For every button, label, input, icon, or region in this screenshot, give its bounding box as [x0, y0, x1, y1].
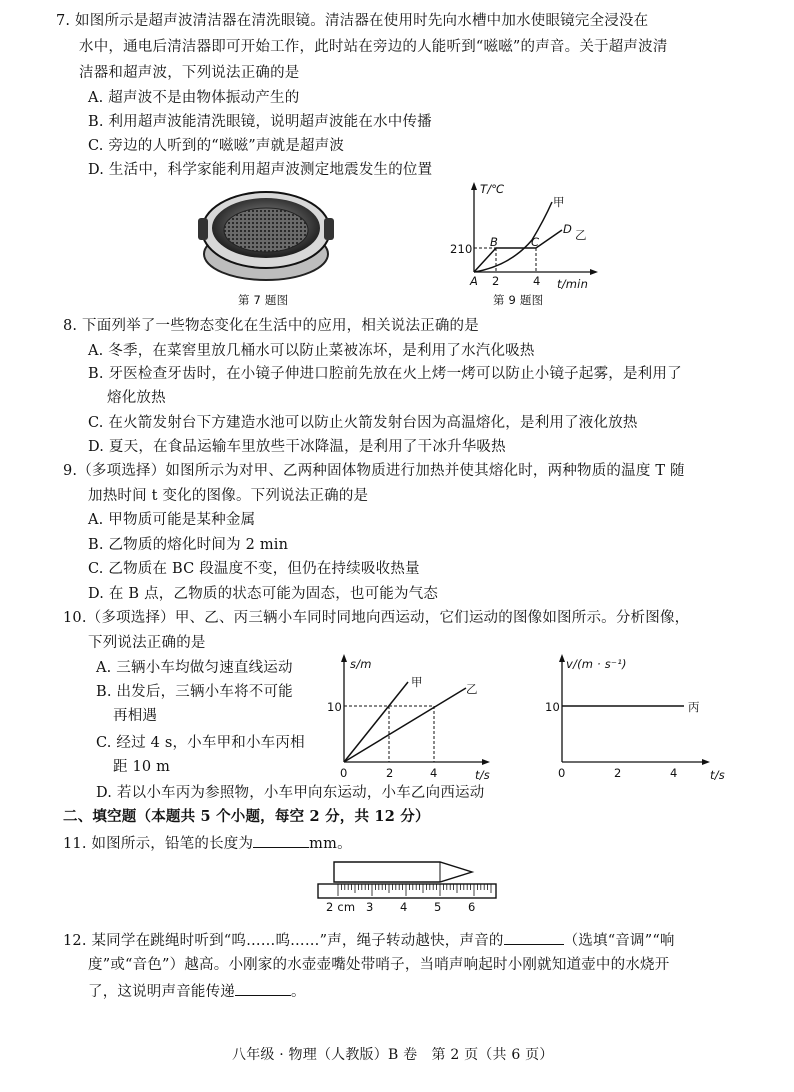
q9-option-b: B. 乙物质的熔化时间为 2 min	[88, 537, 289, 553]
st-y-label: s/m	[350, 657, 372, 671]
q12-line3-prefix: 了，这说明声音能传递	[88, 984, 235, 1000]
q12-line3-suffix: 。	[291, 984, 306, 1000]
q9-stem-line-1: 9.（多项选择）如图所示为对甲、乙两种固体物质进行加热并使其熔化时，两种物质的温度 T 随	[63, 463, 685, 479]
ruler-tick-label-5: 5	[434, 900, 442, 914]
st-x-tick-2: 2	[386, 766, 394, 780]
q8-option-b: B. 牙医检查牙齿时，在小镜子伸进口腔前先放在火上烤一烤可以防止小镜子起雾，是利用了	[88, 366, 682, 382]
ruler-tick-label-6: 6	[468, 900, 476, 914]
fig9-x-tick-2: 2	[492, 274, 500, 288]
q10-option-b: B. 出发后，三辆小车将不可能	[96, 684, 293, 700]
st-series-yi: 乙	[466, 682, 478, 696]
q10-option-d: D. 若以小车丙为参照物，小车甲向东运动，小车乙向西运动	[96, 785, 485, 801]
q10-option-c-cont: 距 10 m	[113, 759, 171, 775]
fig9-curve-label-jia: 甲	[553, 195, 565, 209]
vt-x-tick-2: 2	[614, 766, 622, 780]
curve-yi	[474, 230, 562, 272]
st-x-tick-4: 4	[430, 766, 438, 780]
st-x-label: t/s	[475, 768, 490, 782]
q8-option-c: C. 在火箭发射台下方建造水池可以防止火箭发射台因为高温熔化，是利用了液化放热	[88, 415, 638, 431]
st-y-tick-10: 10	[327, 700, 343, 714]
q7-stem-line-2: 水中，通电后清洁器即可开始工作，此时站在旁边的人能听到“嗞嗞”的声音。关于超声波清	[79, 39, 668, 55]
q10-stem-line-2: 下列说法正确的是	[88, 635, 206, 651]
vt-x-tick-0: 0	[558, 766, 566, 780]
q12-line1-suffix: （选填“音调”“响	[563, 933, 675, 949]
q7-stem-line-3: 洁器和超声波，下列说法正确的是	[79, 65, 300, 81]
fig9-point-d: D	[563, 222, 573, 236]
q12-line-3	[88, 981, 306, 1001]
st-x-tick-0: 0	[340, 766, 348, 780]
q7-stem-line-1: 7. 如图所示是超声波清洁器在清洗眼镜。清洁器在使用时先向水槽中加水使眼镜完全浸没在	[56, 13, 649, 29]
q9-option-c: C. 乙物质在 BC 段温度不变，但仍在持续吸收热量	[88, 561, 420, 577]
q11-line	[63, 833, 352, 853]
line-jia	[344, 682, 408, 762]
q12-line-1	[63, 930, 675, 950]
q10-stem-line-1: 10.（多项选择）甲、乙、丙三辆小车同时同地向西运动，它们运动的图像如图所示。分析图像，	[63, 610, 690, 626]
curve-jia	[474, 202, 552, 272]
vt-x-tick-4: 4	[670, 766, 678, 780]
ruler-tick-label-3: 3	[366, 900, 374, 914]
q12-blank-1[interactable]	[504, 930, 564, 945]
q8-option-d: D. 夏天，在食品运输车里放些干冰降温，是利用了干冰升华吸热	[88, 439, 506, 455]
q12-line-2: 度”或“音色”）越高。小刚家的水壶壶嘴处带哨子，当哨声响起时小刚就知道壶中的水烧开	[88, 957, 670, 973]
vt-series-bing: 丙	[688, 700, 700, 714]
fig9-point-b: B	[490, 235, 499, 249]
ruler-tick-label-4: 4	[400, 900, 408, 914]
page-footer: 八年级 · 物理（人教版）B 卷 第 2 页（共 6 页）	[232, 1047, 554, 1063]
q8-stem: 8. 下面列举了一些物态变化在生活中的应用，相关说法正确的是	[63, 318, 479, 334]
fig9-x-tick-4: 4	[533, 274, 541, 288]
line-yi	[344, 688, 466, 762]
fig9-y-tick-210: 210	[450, 242, 473, 256]
q7-option-d: D. 生活中，科学家能利用超声波测定地震发生的位置	[88, 162, 433, 178]
q11-prefix: 11. 如图所示，铅笔的长度为	[63, 836, 254, 852]
section-2-heading: 二、填空题（本题共 5 个小题，每空 2 分，共 12 分）	[63, 808, 430, 825]
ultrasonic-cleaner-photo	[196, 182, 336, 288]
q8-option-a: A. 冬季，在菜窖里放几桶水可以防止菜被冻坏，是利用了水汽化吸热	[88, 343, 535, 359]
q11-answer-blank[interactable]	[253, 833, 309, 848]
q8-option-b-cont: 熔化放热	[107, 390, 166, 406]
q10-option-c: C. 经过 4 s，小车甲和小车丙相	[96, 735, 305, 751]
q9-stem-line-2: 加热时间 t 变化的图像。下列说法正确的是	[88, 488, 369, 504]
q12-line1-prefix: 12. 某同学在跳绳时听到“呜……呜……”声，绳子转动越快，声音的	[63, 933, 504, 949]
q9-option-d: D. 在 B 点，乙物质的状态可能为固态，也可能为气态	[88, 586, 439, 602]
fig9-point-a: A	[470, 274, 479, 288]
q10-option-a: A. 三辆小车均做匀速直线运动	[96, 660, 293, 676]
q10-option-b-cont: 再相遇	[113, 708, 158, 724]
q7-option-a: A. 超声波不是由物体振动产生的	[88, 90, 300, 106]
ruler-tick-label-2cm: 2 cm	[326, 900, 356, 914]
figure-9-caption: 第 9 题图	[493, 293, 544, 307]
fig9-x-label: t/min	[557, 277, 589, 291]
fig9-curve-label-yi: 乙	[575, 228, 587, 242]
fig9-point-c: C	[531, 235, 540, 249]
pencil	[334, 862, 472, 882]
q11-suffix: mm。	[309, 836, 352, 852]
fig9-y-label: T/℃	[480, 182, 505, 196]
figure-7-caption: 第 7 题图	[238, 293, 289, 307]
q7-option-c: C. 旁边的人听到的“嗞嗞”声就是超声波	[88, 138, 345, 154]
st-series-jia: 甲	[411, 675, 423, 689]
q7-option-b: B. 利用超声波能清洗眼镜，说明超声波能在水中传播	[88, 114, 432, 130]
q9-option-a: A. 甲物质可能是某种金属	[88, 512, 256, 528]
q12-blank-2[interactable]	[235, 981, 291, 996]
vt-y-tick-10: 10	[545, 700, 561, 714]
vt-y-label: v/(m · s⁻¹)	[566, 657, 627, 671]
vt-x-label: t/s	[710, 768, 725, 782]
